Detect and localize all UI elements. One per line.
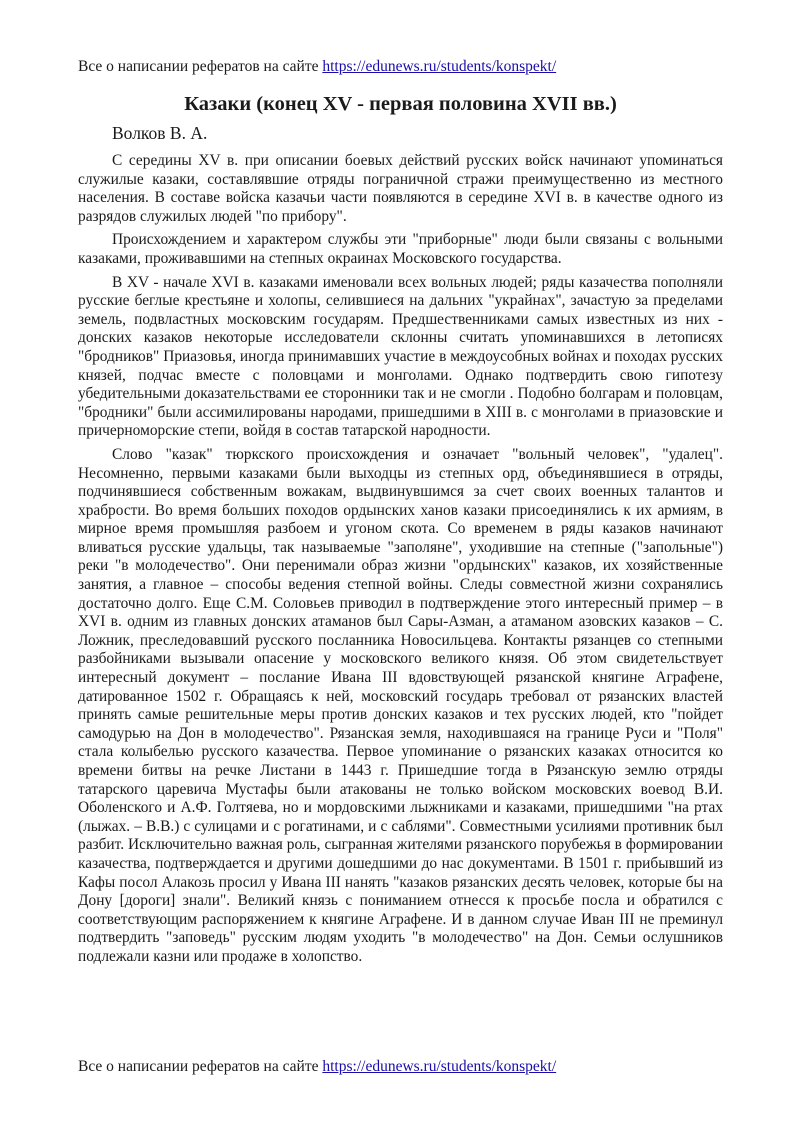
document-title: Казаки (конец XV - первая половина XVII вв.): [184, 93, 617, 115]
paragraph: Слово "казак" тюркского происхождения и означает "вольный человек", "удалец". Несомненно, первыми казаками были выходцы из степных орд, объединявшиеся в отряды, подчинявшиеся собственным вожакам, выдвинувшимся за счет своих военных талантов и храбрости. Во время больших походов ордынских ханов казаки присоединялись к их армиям, в мирное время промышляя разбоем и угоном скота. Со временем в ряды казаков начинают вливаться русские удальцы, так называемые "заполяне", уходившие на степные ("запольные") реки "в молодечество". Они перенимали образ жизни "ордынских" казаков, их хозяйственные занятия, а главное – способы ведения степной войны. Следы совместной жизни сохранялись достаточно долго. Еще С.М. Соловьев приводил в подтверждение этого интересный пример – в XVI в. одним из главных донских атаманов был Сары-Азман, а атаманом азовских казаков – С. Ложник, преследовавший русского посланника Новосильцева. Контакты рязанцев со степными разбойниками вызывали опасение у московского великого князя. Об этом свидетельствует интересный документ – послание Ивана III вдовствующей рязанской княгине Аграфене, датированное 1502 г. Обращаясь к ней, московский государь требовал от рязанских властей принять самые решительные меры против донских казаков и тех русских людей, кто "пойдет самодурью на Дон в молодечество". Рязанская земля, находившаяся на границе Руси и "Поля" стала колыбелью русского казачества. Первое упоминание о рязанских казаках относится ко времени битвы на речке Листани в 1443 г. Пришедшие тогда в Рязанскую землю отряды татарского царевича Мустафы были атакованы не только войском московских воевод В.И. Оболенского и А.Ф. Голтяева, но и мордовскими лыжниками и казаками, пришедшими "на ртах (лыжах. – В.В.) с сулицами и с рогатинами, и с саблями". Совместными усилиями противник был разбит. Исключительно важная роль, сыгранная жителями рязанского порубежья в формировании казачества, подтверждается и другими дошедшими до нас документами. В 1501 г. прибывший из Кафы посол Алакозь просил у Ивана III нанять "казаков рязанских десять человек, которые бы на Дону [дороги] знали". Великий князь с пониманием отнесся к просьбе посла и обратился с соответствующим распоряжением к княгине Аграфене. И в данном случае Иван III не преминул подтвердить "заповедь" русским людям уходить "в молодечество" на Дон. Семьи ослушников подлежали казни или продаже в холопство.: [78, 445, 723, 965]
author-name: Волков В. А.: [112, 123, 208, 143]
header-prefix: Все о написании рефератов на сайте: [78, 58, 319, 75]
footer-prefix: Все о написании рефератов на сайте: [78, 1058, 319, 1075]
paragraph: С середины XV в. при описании боевых действий русских войск начинают упоминаться служилые казаки, составлявшие отряды пограничной стражи преимущественно из местного населения. В составе войска казачьи части появляются в середине XVI в. в качестве одного из разрядов служилых людей "по прибору".: [78, 152, 723, 225]
header-link[interactable]: https://edunews.ru/students/konspekt/: [322, 58, 557, 75]
paragraph: Происхождением и характером службы эти "приборные" люди были связаны с вольными казаками, проживавшими на степных окраинах Московского государства.: [78, 231, 723, 267]
document-body: [78, 152, 723, 972]
paragraph: В XV - начале XVI в. казаками именовали всех вольных людей; ряды казачества пополняли русские беглые крестьяне и холопы, селившиеся на дальних "украйнах", зачастую за пределами земель, подвластных московским государям. Предшественниками самых известных из них - донских казаков некоторые исследователи склонны считать упоминавшихся в летописях "бродников" Приазовья, иногда принимавших участие в междоусобных войнах и походах русских князей, подчас вместе с половцами и монголами. Однако подтвердить свою гипотезу убедительными доказательствами ее сторонники так и не смогли . Подобно болгарам и половцам, "бродники" были ассимилированы народами, пришедшими в XIII в. с монголами в приазовские и причерноморские степи, войдя в состав татарской народности.: [78, 273, 723, 440]
header-note: [78, 57, 556, 77]
footer-link[interactable]: https://edunews.ru/students/konspekt/: [322, 1058, 557, 1075]
footer-note: [78, 1057, 556, 1077]
